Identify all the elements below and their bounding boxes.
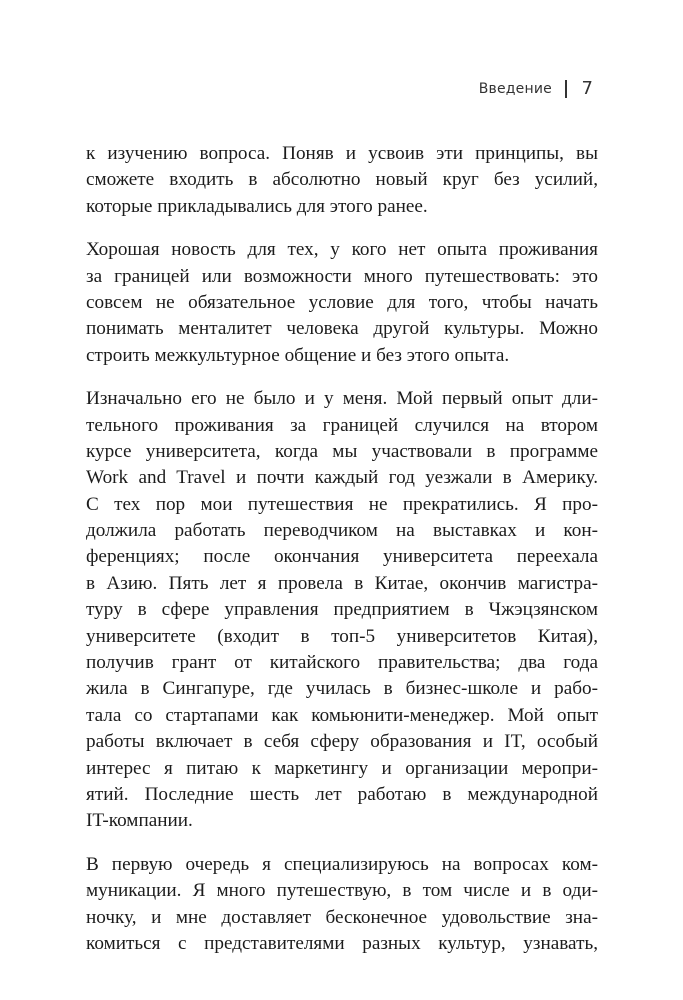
text-line: понимать менталитет человека другой культуры. Можно <box>86 318 598 340</box>
body-text <box>86 141 598 974</box>
text-line: к изучению вопроса. Поняв и усвоив эти принципы, вы <box>86 143 598 164</box>
text-line: В первую очередь я специализируюсь на вопросах ком- <box>86 853 598 875</box>
paragraph <box>86 141 598 220</box>
section-title: Введение <box>478 80 552 97</box>
paragraph <box>86 237 598 369</box>
text-line: интерес я питаю к маркетингу и организации меропри- <box>86 757 598 779</box>
text-line: Work and Travel и почти каждый год уезжали в Америку. <box>86 467 598 489</box>
text-line: которые прикладывались для этого ранее. <box>86 195 428 217</box>
paragraph <box>86 852 598 958</box>
text-line: университете (входит в топ-5 университетов Китая), <box>86 625 598 647</box>
text-line: муникации. Я много путешествую, в том числе и в оди- <box>86 880 598 902</box>
text-line: за границей или возможности много путешествовать: это <box>86 265 598 287</box>
page-number: 7 <box>581 78 593 99</box>
running-head <box>479 78 593 99</box>
text-line: должила работать переводчиком на выставках и кон- <box>86 520 598 542</box>
text-line: сможете входить в абсолютно новый круг без усилий, <box>86 169 598 191</box>
text-line: IT-компании. <box>86 810 193 832</box>
text-line: в Азию. Пять лет я провела в Китае, окончив магистра- <box>86 572 598 594</box>
text-line: работы включает в себя сферу образования и IT, особый <box>86 731 598 753</box>
text-line: совсем не обязательное условие для того, чтобы начать <box>86 291 598 313</box>
text-line: Хорошая новость для тех, у кого нет опыта проживания <box>86 239 598 261</box>
text-line: жила в Сингапуре, где училась в бизнес-школе и рабо- <box>86 678 598 700</box>
text-line: ятий. Последние шесть лет работаю в международной <box>86 783 598 805</box>
text-line: ференциях; после окончания университета переехала <box>86 546 598 568</box>
text-line: тельного проживания за границей случился на втором <box>86 414 598 436</box>
text-line: С тех пор мои путешествия не прекратились. Я про- <box>86 493 598 515</box>
text-line: комиться с представителями разных культур, узнавать, <box>86 932 598 954</box>
text-line: тала со стартапами как комьюнити-менеджер. Мой опыт <box>86 704 598 726</box>
paragraph <box>86 386 598 835</box>
text-line: курсе университета, когда мы участвовали в программе <box>86 440 598 462</box>
text-line: туру в сфере управления предприятием в Чжэцзянском <box>86 599 598 621</box>
header-divider <box>565 80 567 98</box>
text-line: получив грант от китайского правительства; два года <box>86 652 598 674</box>
text-line: строить межкультурное общение и без этого опыта. <box>86 344 510 366</box>
text-line: Изначально его не было и у меня. Мой первый опыт дли- <box>86 388 598 410</box>
text-line: ночку, и мне доставляет бесконечное удовольствие зна- <box>86 906 598 928</box>
